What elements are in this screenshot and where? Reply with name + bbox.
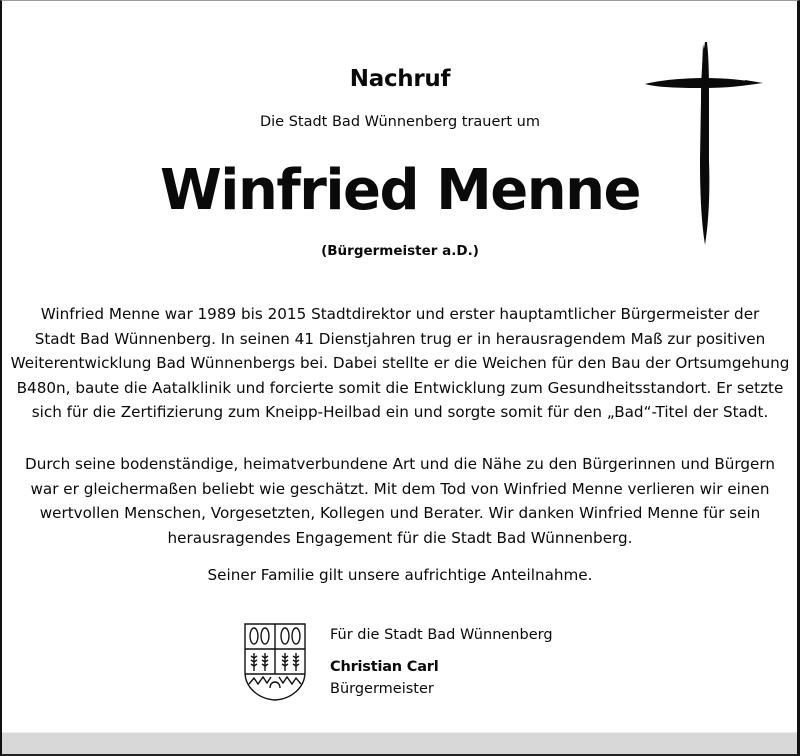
bottom-band — [2, 732, 797, 754]
cross-icon — [645, 40, 765, 250]
paragraph-line: war er gleichermaßen beliebt wie geschätzt. Mit dem Tod von Winfried Menne verlieren wir einen — [30, 479, 770, 498]
signer-role: Bürgermeister — [330, 681, 434, 697]
paragraph-line: B480n, baute die Aatalklinik und forcierte somit die Entwicklung zum Gesundheitsstandort. Er setzte — [16, 378, 784, 397]
paragraph-line: Seiner Familie gilt unsere aufrichtige Anteilnahme. — [207, 566, 593, 584]
paragraph-line: Stadt Bad Wünnenberg. In seinen 41 Dienstjahren trug er in herausragendem Maß zur positiven — [34, 329, 766, 348]
paragraph-line: Winfried Menne war 1989 bis 2015 Stadtdirektor und erster hauptamtlicher Bürgermeister der — [40, 305, 760, 323]
paragraph-condolence — [0, 563, 800, 588]
deceased-title: (Bürgermeister a.D.) — [321, 243, 479, 259]
signature-organization: Für die Stadt Bad Wünnenberg — [330, 627, 553, 643]
paragraph-biography — [0, 302, 800, 425]
paragraph-line: sich für die Zertifizierung zum Kneipp-Heilbad ein und sorgte somit für den „Bad“-Titel der Stadt. — [31, 403, 769, 421]
paragraph-line: Weiterentwicklung Bad Wünnenbergs bei. Dabei stellte er die Weichen für den Bau der Ortsumgehung — [10, 354, 790, 372]
paragraph-tribute — [0, 452, 800, 550]
signer-name: Christian Carl — [330, 659, 439, 675]
paragraph-line: wertvollen Menschen, Vorgesetzten, Kollegen und Berater. Wir danken Winfried Menne für sein — [39, 504, 761, 522]
paragraph-line: herausragendes Engagement für die Stadt Bad Wünnenberg. — [167, 528, 633, 547]
deceased-name: Winfried Menne — [160, 158, 640, 223]
signature-block — [330, 624, 553, 700]
coat-of-arms-icon — [243, 622, 307, 702]
notice-intro: Die Stadt Bad Wünnenberg trauert um — [259, 114, 540, 130]
paragraph-line: Durch seine bodenständige, heimatverbundene Art und die Nähe zu den Bürgerinnen und Bürgern — [25, 455, 775, 473]
notice-heading: Nachruf — [349, 66, 451, 92]
